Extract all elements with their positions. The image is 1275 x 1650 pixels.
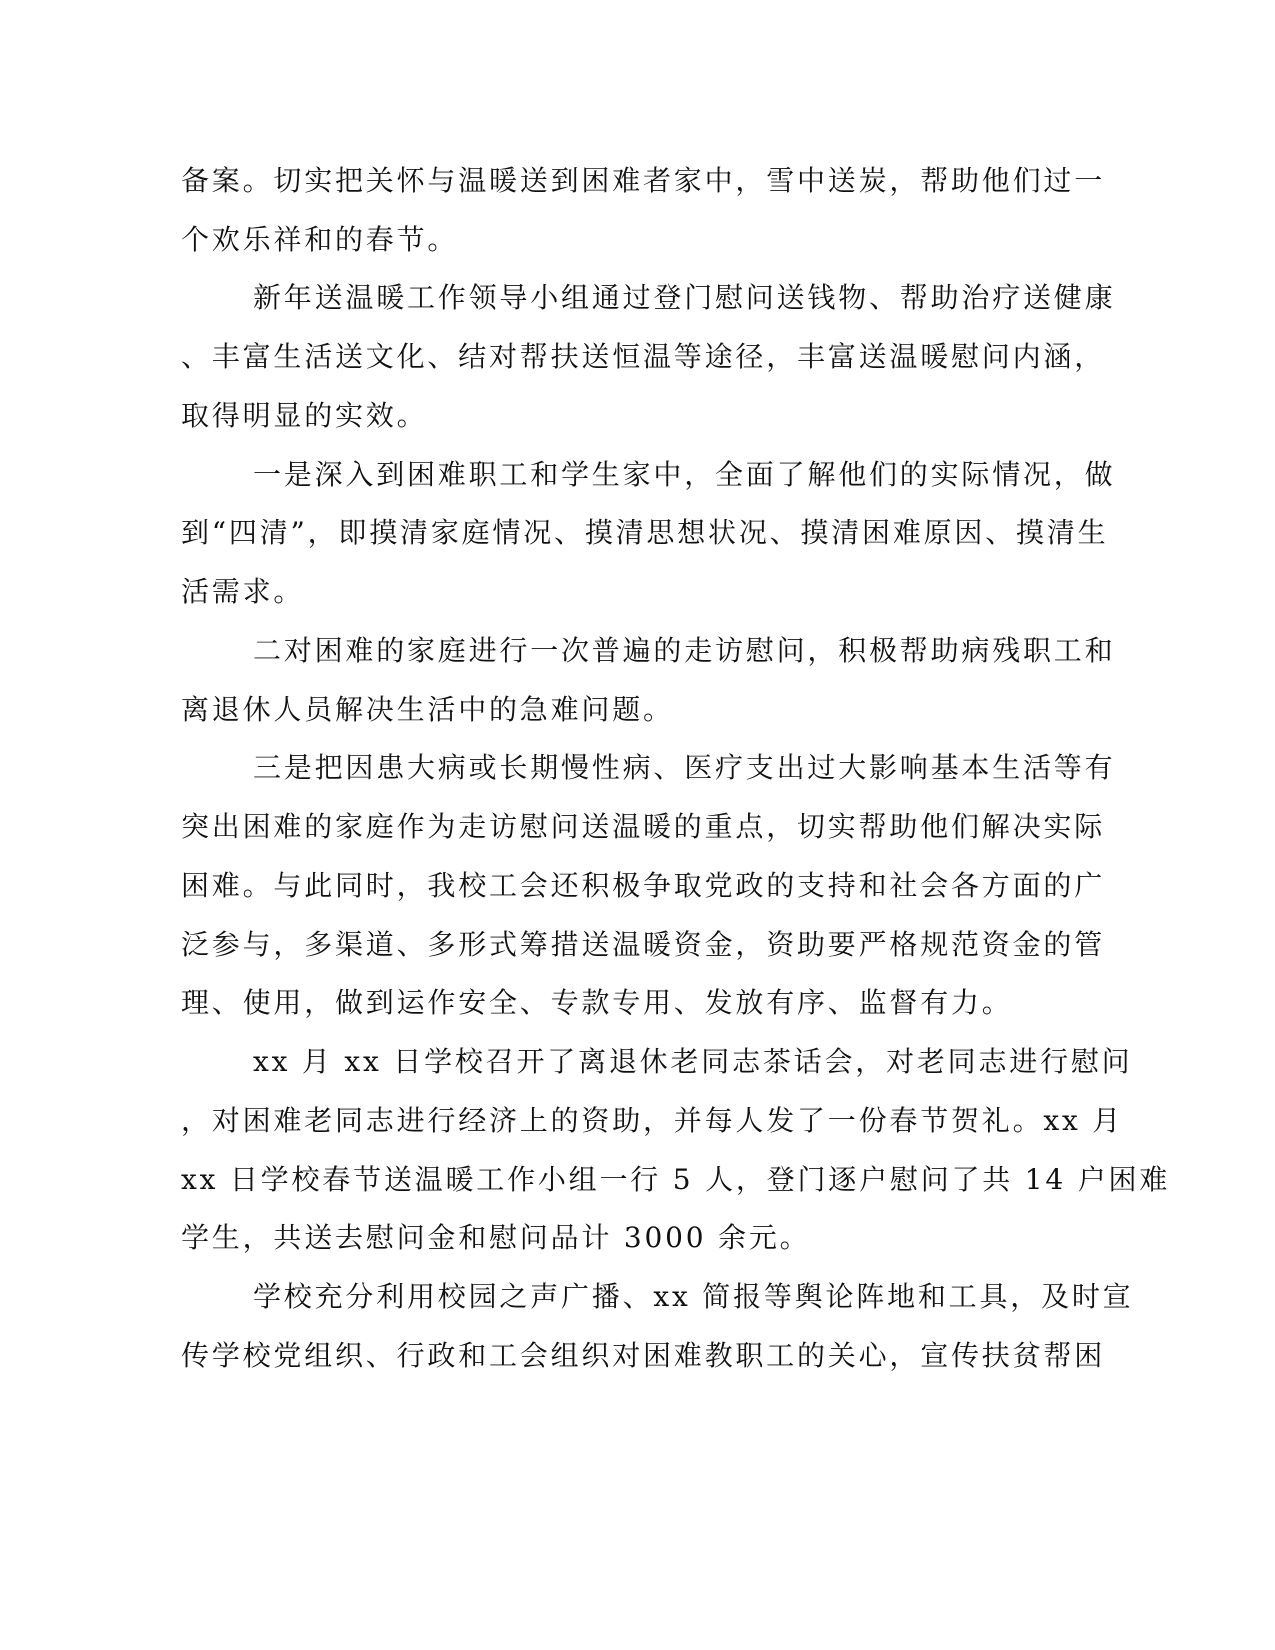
paragraph-first-line: 学校充分利用校园之声广播、xx 简报等舆论阵地和工具，及时宣 bbox=[253, 1280, 1134, 1313]
text-line: 困难。与此同时，我校工会还积极争取党政的支持和社会各方面的广 bbox=[181, 869, 1106, 902]
text-line: 泛参与，多渠道、多形式筹措送温暖资金，资助要严格规范资金的管 bbox=[181, 928, 1106, 961]
text-line: 离退休人员解决生活中的急难问题。 bbox=[181, 693, 674, 726]
text-line: 到“四清”，即摸清家庭情况、摸清思想状况、摸清困难原因、摸清生 bbox=[181, 516, 1109, 549]
text-line: 活需求。 bbox=[181, 575, 305, 608]
paragraph-first-line: 一是深入到困难职工和学生家中，全面了解他们的实际情况，做 bbox=[253, 458, 1116, 491]
text-line: ，对困难老同志进行经济上的资助，并每人发了一份春节贺礼。xx 月 bbox=[181, 1104, 1124, 1137]
paragraph-first-line: 三是把因患大病或长期慢性病、医疗支出过大影响基本生活等有 bbox=[253, 751, 1116, 784]
paragraph-first-line: xx 月 xx 日学校召开了离退休老同志茶话会，对老同志进行慰问 bbox=[253, 1045, 1133, 1078]
text-line: 学生，共送去慰问金和慰问品计 3000 余元。 bbox=[181, 1221, 811, 1254]
text-line: 理、使用，做到运作安全、专款专用、发放有序、监督有力。 bbox=[181, 986, 1013, 1019]
text-line: 个欢乐祥和的春节。 bbox=[181, 223, 459, 256]
text-line: 、丰富生活送文化、结对帮扶送恒温等途径，丰富送温暖慰问内涵， bbox=[181, 340, 1106, 373]
text-line: 传学校党组织、行政和工会组织对困难教职工的关心，宣传扶贫帮困 bbox=[181, 1339, 1106, 1372]
text-line: 突出困难的家庭作为走访慰问送温暖的重点，切实帮助他们解决实际 bbox=[181, 810, 1106, 843]
paragraph-first-line: 二对困难的家庭进行一次普遍的走访慰问，积极帮助病残职工和 bbox=[253, 634, 1116, 667]
text-line: xx 日学校春节送温暖工作小组一行 5 人，登门逐户慰问了共 14 户困难 bbox=[181, 1163, 1171, 1196]
text-line: 取得明显的实效。 bbox=[181, 399, 428, 432]
text-line: 备案。切实把关怀与温暖送到困难者家中，雪中送炭，帮助他们过一 bbox=[181, 164, 1106, 197]
paragraph-first-line: 新年送温暖工作领导小组通过登门慰问送钱物、帮助治疗送健康 bbox=[253, 281, 1116, 314]
